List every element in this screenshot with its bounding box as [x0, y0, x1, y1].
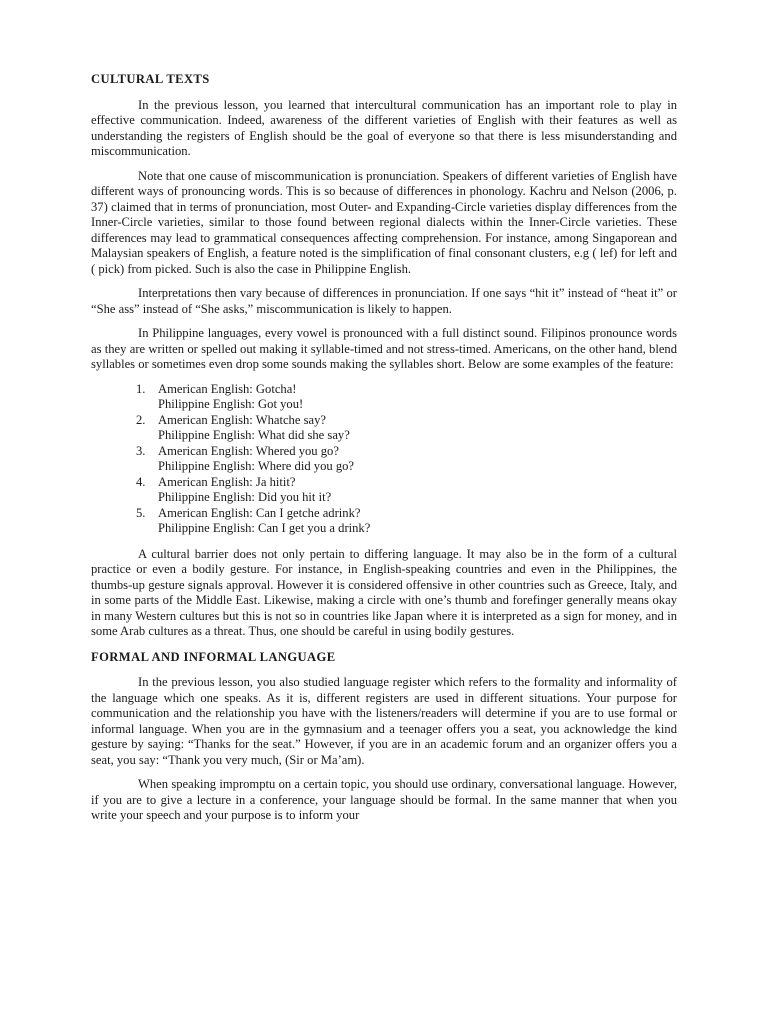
- examples-list: [91, 382, 677, 537]
- philippine-english-line: Philippine English: Can I get you a drink?: [158, 521, 371, 535]
- american-english-line: American English: Whatche say?: [158, 412, 326, 427]
- american-english-line: American English: Whered you go?: [158, 443, 339, 458]
- list-item: [91, 382, 677, 413]
- list-number: 3.: [136, 443, 146, 458]
- list-item: [91, 413, 677, 444]
- paragraph-register: In the previous lesson, you also studied language register which refers to the formality and informality of the language which one speaks. As it is, different registers are used in different situations. Your purpose for communication and the relationship you have with the listeners/readers will determine if you are to use formal or informal language. When you are in the gymnasium and a teenager offers you a seat, you acknowledge the kind gesture by saying: “Thanks for the seat.” However, if you are in an academic forum and an organizer offers you a seat, you say: “Thank you very much, (Sir or Ma’am).: [91, 675, 677, 767]
- list-item: [91, 475, 677, 506]
- philippine-english-line: Philippine English: Where did you go?: [158, 459, 354, 473]
- paragraph-philippine-languages: In Philippine languages, every vowel is pronounced with a full distinct sound. Filipinos pronounce words as they are written or spelled out making it syllable-timed and not stress-timed. Americans, on the other hand, blend syllables or sometimes even drop some sounds making the syllables short. Below are some examples of the feature:: [91, 326, 677, 371]
- philippine-english-line: Philippine English: What did she say?: [158, 428, 350, 442]
- list-number: 2.: [136, 412, 146, 427]
- paragraph-intro: In the previous lesson, you learned that intercultural communication has an important role to play in effective communication. Indeed, awareness of the different varieties of English with their features as well as understanding the registers of English should be the goal of everyone so that there is less misunderstanding and miscommunication.: [91, 97, 677, 158]
- philippine-english-line: Philippine English: Got you!: [158, 397, 304, 411]
- list-number: 5.: [136, 505, 146, 520]
- philippine-english-line: Philippine English: Did you hit it?: [158, 490, 332, 504]
- paragraph-interpretations: Interpretations then vary because of differences in pronunciation. If one says “hit it” instead of “heat it” or “She ass” instead of “She asks,” miscommunication is likely to happen.: [91, 286, 677, 316]
- paragraph-impromptu: When speaking impromptu on a certain topic, you should use ordinary, conversational language. However, if you are to give a lecture in a conference, your language should be formal. In the same manner that when you write your speech and your purpose is to inform your: [91, 777, 677, 822]
- document-page: [91, 64, 677, 833]
- list-item: [91, 506, 677, 537]
- american-english-line: American English: Ja hitit?: [158, 474, 296, 489]
- american-english-line: American English: Can I getche adrink?: [158, 505, 361, 520]
- list-number: 1.: [136, 381, 146, 396]
- section-heading-cultural-texts: CULTURAL TEXTS: [91, 72, 210, 86]
- section-heading-formal-informal: FORMAL AND INFORMAL LANGUAGE: [91, 649, 336, 664]
- list-number: 4.: [136, 474, 146, 489]
- american-english-line: American English: Gotcha!: [158, 381, 297, 396]
- paragraph-cultural-barrier: A cultural barrier does not only pertain to differing language. It may also be in the form of a cultural practice or even a bodily gesture. For instance, in English-speaking countries and even in the Philippines, the thumbs-up gesture signals approval. However it is considered offensive in other countries such as Greece, Italy, and in some parts of the Middle East. Likewise, making a circle with one’s thumb and forefinger generally means okay in many Western cultures but this is not so in countries like Japan where it is interpreted as a sign for money, and in some Arab cultures as a threat. Thus, one should be careful in using bodily gestures.: [91, 546, 677, 638]
- paragraph-pronunciation: Note that one cause of miscommunication is pronunciation. Speakers of different varieties of English have different ways of pronouncing words. This is so because of differences in phonology. Kachru and Nelson (2006, p. 37) claimed that in terms of pronunciation, most Outer- and Expanding-Circle varieties display differences from the Inner-Circle varieties, similar to those found between regional dialects within the Inner-Circle varieties. These differences may lead to grammatical consequences affecting comprehension. For instance, among Singaporean and Malaysian speakers of English, a feature noted is the simplification of final consonant clusters, e.g ( lef) for left and ( pick) from picked. Such is also the case in Philippine English.: [91, 168, 677, 276]
- list-item: [91, 444, 677, 475]
